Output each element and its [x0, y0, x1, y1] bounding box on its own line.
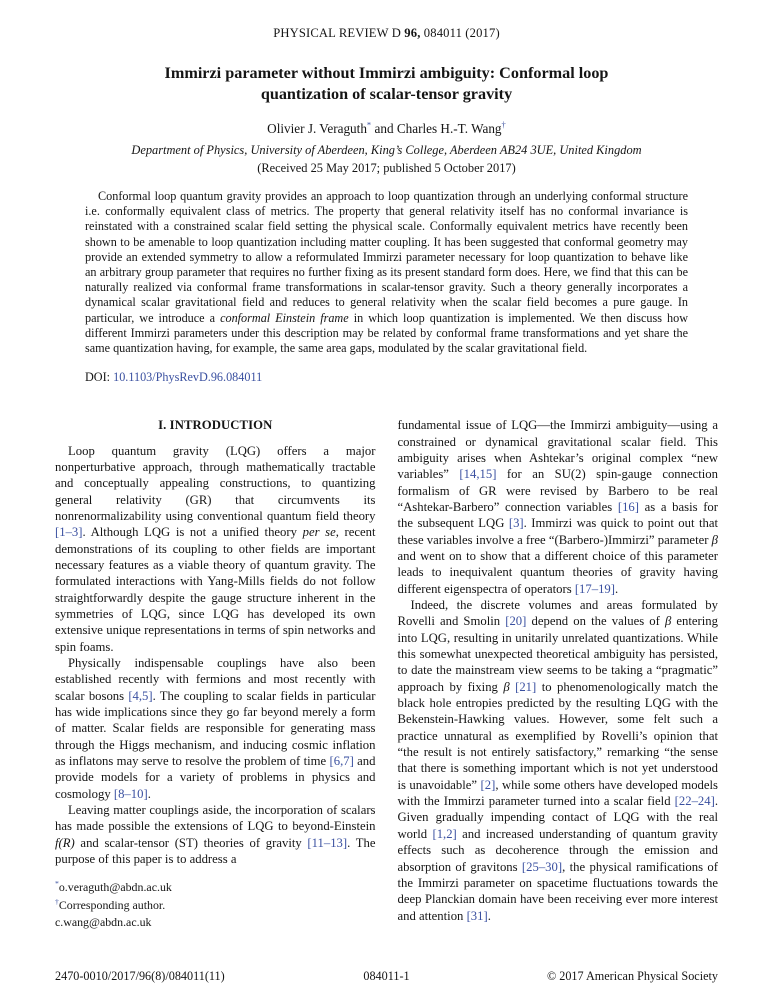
author-footnote-marker[interactable]: † [501, 119, 506, 130]
citation-link[interactable]: [1,2] [432, 826, 457, 841]
doi-label: DOI: [85, 370, 114, 385]
section-heading-introduction: I. INTRODUCTION [158, 418, 273, 433]
page-footer [55, 969, 718, 985]
right-column [398, 417, 719, 924]
citation-link[interactable]: [11–13] [307, 835, 348, 850]
footnotes-block [55, 880, 375, 933]
text-segment: fundamental issue of LQG—the Immirzi ambiguity—using a constrained or dynamical gravitational scalar field. This ambiguity arises when Ashtekar’s original complex “new variables” [397, 418, 718, 482]
paragraph [398, 417, 719, 597]
citation-link[interactable]: [17–19] [574, 581, 615, 596]
text-segment: as a basis for the subsequent LQG [397, 499, 718, 531]
text-segment: , the physical ramifications of the Immirzi parameter on spacetime fluctuations towards the deep Planckian domain have been receiving ever more interest and attention [397, 859, 718, 923]
text-segment: c.wang@abdn.ac.uk [55, 915, 152, 929]
citation-link[interactable]: [1–3] [55, 525, 83, 540]
footnote-marker[interactable]: † [55, 896, 59, 906]
text-segment: . [487, 908, 491, 923]
doi-link[interactable]: 10.1103/PhysRevD.96.084011 [113, 370, 263, 385]
journal-volume: 96, [404, 26, 421, 40]
received-published-line: (Received 25 May 2017; published 5 October 2017) [257, 161, 516, 175]
paragraph [55, 443, 376, 655]
text-segment: . Given gradually impending contact of LQG with the real world [397, 794, 718, 841]
text-segment: in which loop quantization is implemented. We then discuss how different Immirzi parameters under this description may be related by conformal frame transformations and yet share the same quantization having, for example, the same area gaps, modulated by the scalar gravitational field. [85, 310, 688, 356]
journal-article-id: 084011 (2017) [420, 26, 500, 40]
text-segment: and scalar-tensor (ST) theories of gravity [74, 835, 308, 850]
text-segment: . The purpose of this paper is to address a [55, 835, 376, 867]
left-column [55, 417, 376, 924]
text-segment: conformal Einstein frame [220, 310, 349, 325]
paragraph [55, 655, 376, 802]
text-segment: β [664, 614, 672, 629]
text-segment: for an SU(2) spin-gauge connection formalism of GR were revised by Barbero to be real “Ashtekar-Barbero” connection variables [397, 467, 718, 514]
title-line-1: Immirzi parameter without Immirzi ambiguity: Conformal loop [164, 64, 609, 82]
text-segment: and Charles H.-T. Wang [371, 121, 502, 136]
citation-link[interactable]: [21] [515, 679, 537, 694]
text-segment: to phenomenologically match the black hole entropies predicted by the resulting LQG with the Bekenstein-Hawking values. However, some felt such a practice unnatural as exemplified by Rovelli’s opinion that “the result is not entirely satisfactory,” remarking “the sense that there is something important which is not yet understood is unavoidable” [397, 679, 718, 792]
text-segment: o.veraguth@abdn.ac.uk [58, 880, 172, 894]
affiliation-line: Department of Physics, University of Aberdeen, King’s College, Aberdeen AB24 3UE, United Kingdom [131, 143, 642, 157]
text-segment: Olivier J. Veraguth [267, 121, 367, 136]
author-footnote-marker[interactable]: * [366, 119, 372, 130]
text-segment: . [614, 581, 619, 596]
citation-link[interactable]: [14,15] [459, 467, 497, 482]
text-segment: β [503, 679, 510, 694]
authors-line [55, 121, 718, 137]
text-segment: β [711, 532, 718, 547]
footnote-email-first-author [55, 880, 375, 895]
citation-link[interactable]: [20] [505, 614, 527, 629]
title-line-2: quantization of scalar-tensor gravity [260, 85, 513, 103]
footer-issn-code: 2470-0010/2017/96(8)/084011(11) [55, 969, 225, 983]
citation-link[interactable]: [4,5] [128, 688, 153, 703]
text-segment: entering into LQG, resulting in unitarily unrelated quantizations. While this somewhat unexpected theoretical ambiguity has persisted, to date the mainstream view seems to be taking a “pragmatic” approach by fixing [397, 614, 718, 694]
footnote-corresponding-author [55, 898, 375, 913]
text-segment: . The coupling to scalar fields in particular has wide implications since they go far beyond merely a form of matter. Scalar fields are responsible for generating mass through the Higgs mechanism, and inducing cosmic inflation as inflatons may serve to resolve the problem of time [55, 688, 376, 769]
text-segment: f(R) [55, 835, 75, 850]
citation-link[interactable]: [3] [508, 516, 524, 531]
citation-link[interactable]: [16] [617, 499, 639, 514]
paper-title [95, 63, 678, 105]
text-segment: , while some others have developed models with the Immirzi parameter turned into a scalar field [397, 777, 718, 809]
journal-name: PHYSICAL REVIEW D [273, 26, 405, 40]
footer-copyright: © 2017 American Physical Society [546, 969, 718, 983]
citation-link[interactable]: [31] [466, 908, 488, 923]
text-segment: per se [302, 525, 336, 540]
text-segment: depend on the values of [526, 614, 665, 629]
text-segment: , recent demonstrations of its coupling to other fields are important necessary features as a viable theory of quantum gravity. The formulated interactions with Yang-Mills fields do not follow straightforwardly despite the gauge structure inherent in the symmetries of LQG, since LQG has developed its own extensive unique representations in terms of spin networks and spin foams. [55, 525, 376, 654]
citation-link[interactable]: [6,7] [329, 754, 354, 769]
text-segment: Corresponding author. [58, 897, 166, 912]
text-segment: Loop quantum gravity (LQG) offers a major nonperturbative approach, through mathematically tractable and conceptually appealing constructions, to quantizing general relativity (GR) that circumvents its nonrenormalizability using conventional quantum field theory [55, 443, 376, 523]
journal-header [55, 26, 718, 41]
text-segment: . Although LQG is not a unified theory [82, 525, 303, 540]
text-segment: Conformal loop quantum gravity provides an approach to loop quantization through an underlying conformal structure i.e. conformally equivalent class of metrics. The property that general relativity itself has no conformal invariance is reinstated with a constrained scalar field setting the physical scale. Conformally equivalent metrics have recently been shown to be amenable to loop quantization including matter coupling. It has been suggested that conformal geometry may provide an extended symmetry to allow a reformulated Immirzi parameter necessary for loop quantization to behave like an arbitrary group parameter that requires no further fixing as its present standard form does. Here, we find that this can be naturally realized via conformal frame transformations in scalar-tensor gravity. Such a theory generally incorporates a dynamical scalar gravitational field and reduces to general relativity when the scalar field becomes a pure gauge. In particular, we introduce a [85, 189, 688, 325]
footer-page-number: 084011-1 [363, 969, 410, 983]
abstract-paragraph [85, 189, 688, 356]
text-segment: Physically indispensable couplings have also been established recently with fermions and most recently with scalar bosons [55, 656, 376, 703]
text-segment: and went on to show that a different choice of this parameter leads to inequivalent quantum theories of gravity having different eigenspectra of operators [397, 548, 718, 596]
text-segment: and provide models for a variety of problems in physics and cosmology [55, 754, 376, 801]
footnote-marker[interactable]: * [55, 879, 59, 889]
text-segment: Leaving matter couplings aside, the incorporation of scalars has made possible the extensions of LQG to beyond-Einstein [55, 803, 376, 834]
body-columns [55, 417, 718, 924]
text-segment: . [147, 786, 151, 801]
text-segment: . Immirzi was quick to point out that these variables involve a free “(Barbero-)Immirzi” parameter [397, 516, 718, 547]
paragraph [398, 597, 719, 924]
text-segment: Indeed, the discrete volumes and areas formulated by Rovelli and Smolin [397, 598, 718, 629]
citation-link[interactable]: [22–24] [674, 794, 715, 809]
citation-link[interactable]: [8–10] [113, 786, 148, 801]
text-segment: and increased understanding of quantum gravity effects such as decoherence through the emission and absorption of gravitons [397, 826, 718, 874]
citation-link[interactable]: [25–30] [521, 859, 563, 874]
paragraph [55, 802, 376, 867]
footnote-email-corresponding-author [55, 915, 375, 930]
citation-link[interactable]: [2] [480, 777, 496, 792]
doi-line [85, 370, 688, 385]
